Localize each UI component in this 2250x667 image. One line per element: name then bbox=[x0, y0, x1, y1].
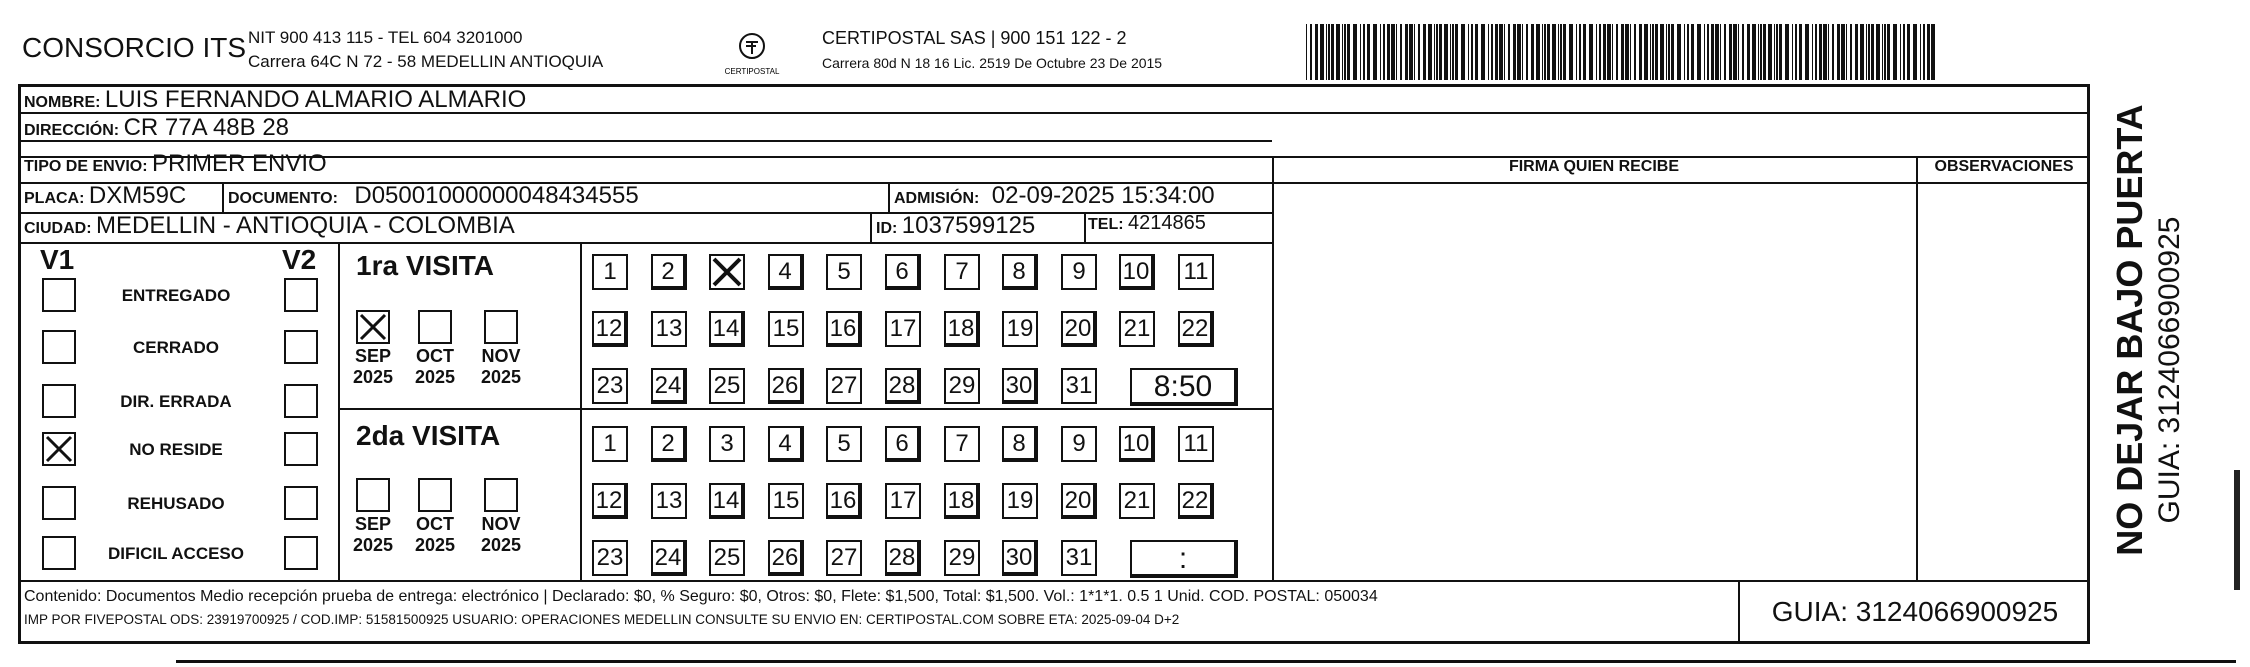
status-v1-checkbox[interactable] bbox=[42, 536, 76, 570]
barcode-bar bbox=[1774, 24, 1775, 80]
day-box[interactable]: 18 bbox=[944, 483, 980, 519]
id-value: 1037599125 bbox=[901, 212, 1036, 239]
barcode-bar bbox=[1363, 24, 1365, 80]
barcode-bar bbox=[1884, 24, 1886, 80]
day-box[interactable]: 9 bbox=[1061, 426, 1097, 462]
plate-value: DXM59C bbox=[88, 182, 187, 209]
day-box[interactable]: 6 bbox=[885, 254, 921, 290]
footer-guia: GUIA: 3124066900925 bbox=[1771, 596, 2059, 627]
barcode-bar bbox=[1707, 24, 1709, 80]
barcode-bar bbox=[1583, 24, 1586, 80]
barcode-bar bbox=[1660, 24, 1664, 80]
barcode-bar bbox=[1380, 24, 1381, 80]
barcode-bar bbox=[1444, 24, 1448, 80]
barcode-bar bbox=[1603, 24, 1606, 80]
status-v2-checkbox[interactable] bbox=[284, 486, 318, 520]
status-label: DIR. ERRADA bbox=[120, 392, 232, 411]
barcode-bar bbox=[1353, 24, 1357, 80]
day-box[interactable]: 18 bbox=[944, 311, 980, 347]
side-panel bbox=[2110, 90, 2200, 570]
barcode-bar bbox=[1560, 24, 1562, 80]
send-type-label: TIPO DE ENVIO: bbox=[24, 158, 148, 175]
barcode-bar bbox=[1644, 24, 1648, 80]
barcode-bar bbox=[1819, 24, 1822, 80]
barcode-bar bbox=[1616, 24, 1618, 80]
address-row bbox=[24, 114, 289, 142]
barcode-bar bbox=[1795, 24, 1797, 80]
day-box[interactable]: 17 bbox=[885, 311, 921, 347]
id-row bbox=[876, 212, 1035, 240]
day-box[interactable]: 11 bbox=[1178, 254, 1214, 290]
barcode-bar bbox=[1907, 24, 1910, 80]
company-nit: NIT 900 413 115 - TEL 604 3201000 bbox=[248, 28, 523, 47]
month-checkbox[interactable] bbox=[484, 478, 518, 512]
day-box[interactable]: 13 bbox=[651, 311, 687, 347]
barcode-bar bbox=[1468, 24, 1469, 80]
day-box[interactable]: 28 bbox=[885, 368, 921, 404]
barcode-bar bbox=[1823, 24, 1827, 80]
barcode-bar bbox=[1342, 24, 1343, 80]
barcode-bar bbox=[1414, 24, 1415, 80]
courier-name: CERTIPOSTAL SAS | 900 151 122 - 2 bbox=[822, 28, 1127, 48]
barcode-bar bbox=[1491, 24, 1493, 80]
status-v1-checkbox[interactable] bbox=[42, 486, 76, 520]
time-box[interactable]: 8:50 bbox=[1130, 368, 1238, 406]
day-box[interactable]: 22 bbox=[1178, 311, 1214, 347]
name-label: NOMBRE: bbox=[24, 94, 101, 111]
barcode-bar bbox=[1526, 24, 1528, 80]
barcode-bar bbox=[1409, 24, 1413, 80]
day-box[interactable]: 10 bbox=[1119, 254, 1155, 290]
barcode-bar bbox=[1900, 24, 1901, 80]
day-box[interactable]: 3 bbox=[709, 426, 745, 462]
month-name: NOV bbox=[481, 346, 521, 366]
day-box[interactable]: 4 bbox=[768, 254, 804, 290]
send-type: PRIMER ENVIO bbox=[152, 150, 327, 177]
day-box[interactable]: 23 bbox=[592, 368, 628, 404]
barcode-bar bbox=[1531, 24, 1534, 80]
status-v1-checkbox[interactable] bbox=[42, 432, 76, 466]
barcode-bar bbox=[1589, 24, 1593, 80]
barcode-bar bbox=[1855, 24, 1858, 80]
barcode-bar bbox=[1687, 24, 1689, 80]
day-box[interactable]: 27 bbox=[826, 368, 862, 404]
plate-label: PLACA: bbox=[24, 190, 85, 207]
barcode-bar bbox=[1650, 24, 1651, 80]
barcode-bar bbox=[1471, 24, 1473, 80]
day-box[interactable]: 9 bbox=[1061, 254, 1097, 290]
barcode-bar bbox=[1738, 24, 1739, 80]
barcode-bar bbox=[1652, 24, 1654, 80]
signature-header: FIRMA QUIEN RECIBE bbox=[1508, 158, 1680, 175]
barcode-bar bbox=[1720, 24, 1721, 80]
barcode-bar bbox=[1752, 24, 1756, 80]
barcode-bar bbox=[1400, 24, 1402, 80]
barcode-bar bbox=[1776, 24, 1778, 80]
day-box[interactable]: 16 bbox=[826, 311, 862, 347]
barcode-bar bbox=[1903, 24, 1905, 80]
document-label: DOCUMENTO: bbox=[228, 190, 338, 207]
barcode-bar bbox=[1367, 24, 1370, 80]
barcode-bar bbox=[1542, 24, 1543, 80]
barcode-bar bbox=[1405, 24, 1408, 80]
barcode-bar bbox=[1428, 24, 1432, 80]
barcode-bar bbox=[1733, 24, 1737, 80]
barcode-bar bbox=[1920, 24, 1921, 80]
day-box[interactable]: 24 bbox=[651, 368, 687, 404]
day-box[interactable]: 26 bbox=[768, 368, 804, 404]
barcode-bar bbox=[1328, 24, 1330, 80]
month-label bbox=[408, 514, 462, 556]
city-value: MEDELLIN - ANTIOQUIA - COLOMBIA bbox=[96, 212, 515, 239]
month-name: NOV bbox=[481, 514, 521, 534]
footer-content-line: Contenido: Documentos Medio recepción prueba de entrega: electrónico | Declarado: $0, % Seguro: $0, Otros: $0, Flete: $1,500, Total: $1,500. Vol.: 1*1*1. 0.5 1 Unid. COD. POSTAL: 050034 bbox=[24, 588, 1378, 605]
barcode-bar bbox=[1552, 24, 1556, 80]
day-box[interactable]: 2 bbox=[651, 426, 687, 462]
barcode-bar bbox=[1434, 24, 1435, 80]
month-name: OCT bbox=[416, 346, 454, 366]
barcode-bar bbox=[1536, 24, 1540, 80]
status-v2-checkbox[interactable] bbox=[284, 432, 318, 466]
barcode-bar bbox=[1760, 24, 1762, 80]
day-box[interactable]: 5 bbox=[826, 426, 862, 462]
status-label: REHUSADO bbox=[127, 494, 225, 513]
courier-logo bbox=[722, 28, 782, 82]
day-box[interactable]: 30 bbox=[1002, 540, 1038, 576]
barcode-bar bbox=[1488, 24, 1489, 80]
barcode-bar bbox=[1677, 24, 1681, 80]
month-checkbox[interactable] bbox=[484, 310, 518, 344]
tel-row bbox=[1088, 212, 1206, 235]
barcode-bar bbox=[1315, 24, 1318, 80]
month-checkbox[interactable] bbox=[356, 478, 390, 512]
barcode-bar bbox=[1779, 24, 1782, 80]
barcode-bar bbox=[1837, 24, 1840, 80]
barcode-bar bbox=[1436, 24, 1438, 80]
barcode-bar bbox=[1805, 24, 1809, 80]
day-box[interactable]: 28 bbox=[885, 540, 921, 576]
barcode-bar bbox=[1785, 24, 1789, 80]
month-checkbox[interactable] bbox=[418, 478, 452, 512]
barcode-bar bbox=[1495, 24, 1498, 80]
barcode-bar bbox=[1387, 24, 1390, 80]
day-box[interactable]: 1 bbox=[592, 254, 628, 290]
status-v2-checkbox[interactable] bbox=[284, 330, 318, 364]
status-v1-checkbox[interactable] bbox=[42, 278, 76, 312]
barcode-bar bbox=[1832, 24, 1834, 80]
barcode-bar bbox=[1887, 24, 1890, 80]
admission-row bbox=[894, 182, 1215, 210]
barcode-bar bbox=[1812, 24, 1813, 80]
day-box[interactable]: 8 bbox=[1002, 254, 1038, 290]
name-row bbox=[24, 86, 526, 114]
barcode-bar bbox=[1461, 24, 1465, 80]
barcode-bar bbox=[1452, 24, 1454, 80]
day-box[interactable]: 21 bbox=[1119, 483, 1155, 519]
day-box[interactable]: 15 bbox=[768, 311, 804, 347]
barcode-bar bbox=[1704, 24, 1705, 80]
barcode-bar bbox=[1450, 24, 1451, 80]
day-box[interactable]: 25 bbox=[709, 368, 745, 404]
barcode-bar bbox=[1860, 24, 1864, 80]
barcode-bar bbox=[1931, 24, 1935, 80]
barcode-bar bbox=[1569, 24, 1573, 80]
day-box[interactable]: 6 bbox=[885, 426, 921, 462]
status-v2-checkbox[interactable] bbox=[284, 536, 318, 570]
day-box[interactable]: 14 bbox=[709, 483, 745, 519]
barcode-bar bbox=[1655, 24, 1658, 80]
day-box[interactable]: 5 bbox=[826, 254, 862, 290]
status-label: CERRADO bbox=[133, 338, 219, 357]
barcode-bar bbox=[1630, 24, 1631, 80]
barcode-bar bbox=[1871, 24, 1874, 80]
day-box[interactable]: 15 bbox=[768, 483, 804, 519]
observations-area[interactable] bbox=[1918, 184, 2088, 578]
barcode-bar bbox=[1634, 24, 1636, 80]
barcode-bar bbox=[1373, 24, 1377, 80]
month-year: 2025 bbox=[414, 367, 456, 387]
day-box[interactable]: 25 bbox=[709, 540, 745, 576]
barcode-bar bbox=[1913, 24, 1917, 80]
month-checkbox[interactable] bbox=[418, 310, 452, 344]
barcode-bar bbox=[1621, 24, 1624, 80]
signature-area[interactable] bbox=[1274, 184, 1914, 578]
barcode-bar bbox=[1893, 24, 1897, 80]
month-label bbox=[408, 346, 462, 388]
observations-header: OBSERVACIONES bbox=[1934, 158, 2074, 175]
barcode-bar bbox=[1841, 24, 1845, 80]
barcode-bar bbox=[1639, 24, 1642, 80]
day-box[interactable]: 27 bbox=[826, 540, 862, 576]
barcode-bar bbox=[1815, 24, 1817, 80]
status-label: ENTREGADO bbox=[121, 286, 231, 305]
status-v1-checkbox[interactable] bbox=[42, 384, 76, 418]
barcode-bar bbox=[1563, 24, 1566, 80]
time-box[interactable]: : bbox=[1130, 540, 1238, 578]
barcode-bar bbox=[1850, 24, 1852, 80]
month-name: OCT bbox=[416, 514, 454, 534]
barcode-bar bbox=[1320, 24, 1324, 80]
company-name: CONSORCIO ITS bbox=[22, 32, 247, 63]
barcode-bar bbox=[1697, 24, 1701, 80]
barcode-bar bbox=[1418, 24, 1420, 80]
day-box[interactable]: 19 bbox=[1002, 311, 1038, 347]
day-box[interactable]: 31 bbox=[1061, 540, 1097, 576]
barcode-bar bbox=[1360, 24, 1361, 80]
month-year: 2025 bbox=[414, 535, 456, 555]
barcode-bar bbox=[1828, 24, 1829, 80]
barcode-bar bbox=[1724, 24, 1726, 80]
no-dejar-warning: NO DEJAR BAJO PUERTA bbox=[2109, 104, 2150, 556]
barcode-bar bbox=[1792, 24, 1793, 80]
barcode-bar bbox=[1868, 24, 1870, 80]
day-box[interactable]: 7 bbox=[944, 426, 980, 462]
send-type-row bbox=[24, 150, 327, 178]
barcode-bar bbox=[1306, 24, 1307, 80]
status-v1-checkbox[interactable] bbox=[42, 330, 76, 364]
barcode-bar bbox=[1846, 24, 1847, 80]
visit2-title: 2da VISITA bbox=[356, 420, 501, 451]
recipient-name: LUIS FERNANDO ALMARIO ALMARIO bbox=[104, 86, 527, 113]
status-v2-checkbox[interactable] bbox=[284, 384, 318, 418]
document-value: D05001000000048434555 bbox=[354, 182, 639, 209]
month-name: SEP bbox=[354, 346, 392, 366]
barcode-bar bbox=[1383, 24, 1385, 80]
courier-logo-text: CERTIPOSTAL bbox=[724, 67, 780, 76]
barcode-bar bbox=[1666, 24, 1667, 80]
day-box[interactable]: 17 bbox=[885, 483, 921, 519]
barcode-bar bbox=[1481, 24, 1485, 80]
month-year: 2025 bbox=[352, 535, 394, 555]
day-box[interactable]: 20 bbox=[1061, 311, 1097, 347]
admission-value: 02-09-2025 15:34:00 bbox=[991, 182, 1215, 209]
barcode-bar bbox=[1310, 24, 1312, 80]
day-box[interactable]: 30 bbox=[1002, 368, 1038, 404]
barcode-bar bbox=[1455, 24, 1458, 80]
day-box[interactable]: 13 bbox=[651, 483, 687, 519]
day-box[interactable]: 24 bbox=[651, 540, 687, 576]
barcode-bar bbox=[1579, 24, 1581, 80]
day-box[interactable]: 4 bbox=[768, 426, 804, 462]
barcode-bar bbox=[1347, 24, 1350, 80]
barcode-bar bbox=[1758, 24, 1759, 80]
day-box[interactable]: 23 bbox=[592, 540, 628, 576]
month-checkbox[interactable] bbox=[356, 310, 390, 344]
day-box[interactable]: 26 bbox=[768, 540, 804, 576]
day-box[interactable]: 14 bbox=[709, 311, 745, 347]
month-name: SEP bbox=[354, 514, 392, 534]
visit1-title: 1ra VISITA bbox=[356, 250, 494, 281]
barcode-bar bbox=[1544, 24, 1546, 80]
status-label: NO RESIDE bbox=[129, 440, 223, 459]
barcode-bar bbox=[1522, 24, 1523, 80]
day-box[interactable]: 10 bbox=[1119, 426, 1155, 462]
barcode-bar bbox=[1876, 24, 1880, 80]
month-year: 2025 bbox=[480, 367, 522, 387]
document-row bbox=[228, 182, 639, 210]
month-year: 2025 bbox=[352, 367, 394, 387]
barcode-bar bbox=[1747, 24, 1750, 80]
day-box[interactable]: 1 bbox=[592, 426, 628, 462]
barcode-bar bbox=[1668, 24, 1670, 80]
day-box[interactable]: 29 bbox=[944, 540, 980, 576]
day-box[interactable] bbox=[709, 254, 745, 290]
barcode-bar bbox=[1625, 24, 1629, 80]
barcode-bar bbox=[1671, 24, 1674, 80]
barcode-bar bbox=[1607, 24, 1611, 80]
address-label: DIRECCIÓN: bbox=[24, 122, 120, 139]
v2-header: V2 bbox=[282, 244, 317, 275]
v1-header: V1 bbox=[40, 244, 75, 275]
barcode-bar bbox=[1729, 24, 1732, 80]
barcode-bar bbox=[1882, 24, 1883, 80]
barcode bbox=[1306, 24, 1940, 80]
barcode-bar bbox=[1513, 24, 1516, 80]
barcode-bar bbox=[1423, 24, 1426, 80]
day-box[interactable]: 21 bbox=[1119, 311, 1155, 347]
barcode-bar bbox=[1742, 24, 1744, 80]
barcode-bar bbox=[1763, 24, 1766, 80]
barcode-bar bbox=[1517, 24, 1521, 80]
barcode-bar bbox=[1344, 24, 1346, 80]
barcode-bar bbox=[1391, 24, 1395, 80]
day-box[interactable]: 2 bbox=[651, 254, 687, 290]
day-box[interactable]: 29 bbox=[944, 368, 980, 404]
barcode-bar bbox=[1558, 24, 1559, 80]
barcode-bar bbox=[1326, 24, 1327, 80]
barcode-bar bbox=[1439, 24, 1442, 80]
month-label bbox=[346, 346, 400, 388]
month-label bbox=[474, 514, 528, 556]
day-box[interactable]: 8 bbox=[1002, 426, 1038, 462]
company-address: Carrera 64C N 72 - 58 MEDELLIN ANTIOQUIA bbox=[248, 52, 604, 71]
day-box[interactable]: 20 bbox=[1061, 483, 1097, 519]
barcode-bar bbox=[1612, 24, 1613, 80]
city-row bbox=[24, 212, 515, 240]
barcode-bar bbox=[1691, 24, 1694, 80]
admission-label: ADMISIÓN: bbox=[894, 190, 980, 207]
barcode-bar bbox=[1927, 24, 1930, 80]
city-label: CIUDAD: bbox=[24, 220, 92, 237]
barcode-bar bbox=[1475, 24, 1478, 80]
status-label: DIFICIL ACCESO bbox=[107, 544, 244, 563]
barcode-bar bbox=[1599, 24, 1601, 80]
plate-row bbox=[24, 182, 186, 210]
id-label: ID: bbox=[876, 220, 898, 237]
barcode-bar bbox=[1684, 24, 1685, 80]
day-box[interactable]: 31 bbox=[1061, 368, 1097, 404]
barcode-bar bbox=[1504, 24, 1505, 80]
barcode-bar bbox=[1711, 24, 1714, 80]
barcode-bar bbox=[1331, 24, 1334, 80]
barcode-bar bbox=[1768, 24, 1772, 80]
month-year: 2025 bbox=[480, 535, 522, 555]
barcode-bar bbox=[1396, 24, 1397, 80]
recipient-address: CR 77A 48B 28 bbox=[123, 114, 290, 141]
day-box[interactable]: 22 bbox=[1178, 483, 1214, 519]
month-label bbox=[474, 346, 528, 388]
status-v2-checkbox[interactable] bbox=[284, 278, 318, 312]
barcode-bar bbox=[1866, 24, 1867, 80]
courier-license: Carrera 80d N 18 16 Lic. 2519 De Octubre 23 De 2015 bbox=[822, 55, 1163, 71]
barcode-bar bbox=[1508, 24, 1510, 80]
month-label bbox=[346, 514, 400, 556]
side-guia: GUIA: 3124066900925 bbox=[2153, 216, 2186, 524]
tel-value: 4214865 bbox=[1128, 212, 1206, 234]
barcode-bar bbox=[1596, 24, 1597, 80]
barcode-bar bbox=[1923, 24, 1925, 80]
day-box[interactable]: 12 bbox=[592, 311, 628, 347]
footer-imp-line: IMP POR FIVEPOSTAL ODS: 23919700925 / COD.IMP: 51581500925 USUARIO: OPERACIONES MEDELLIN CONSULTE SU ENVIO EN: CERTIPOSTAL.COM SOBRE ETA: 2025-09-04 D+2 bbox=[24, 612, 1180, 627]
barcode-bar bbox=[1715, 24, 1719, 80]
barcode-bar bbox=[1576, 24, 1577, 80]
barcode-bar bbox=[1336, 24, 1340, 80]
barcode-bar bbox=[1799, 24, 1802, 80]
barcode-bar bbox=[1499, 24, 1503, 80]
tel-label: TEL: bbox=[1088, 216, 1124, 233]
day-box[interactable]: 7 bbox=[944, 254, 980, 290]
barcode-bar bbox=[1547, 24, 1550, 80]
day-box[interactable]: 16 bbox=[826, 483, 862, 519]
day-box[interactable]: 12 bbox=[592, 483, 628, 519]
day-box[interactable]: 11 bbox=[1178, 426, 1214, 462]
day-box[interactable]: 19 bbox=[1002, 483, 1038, 519]
